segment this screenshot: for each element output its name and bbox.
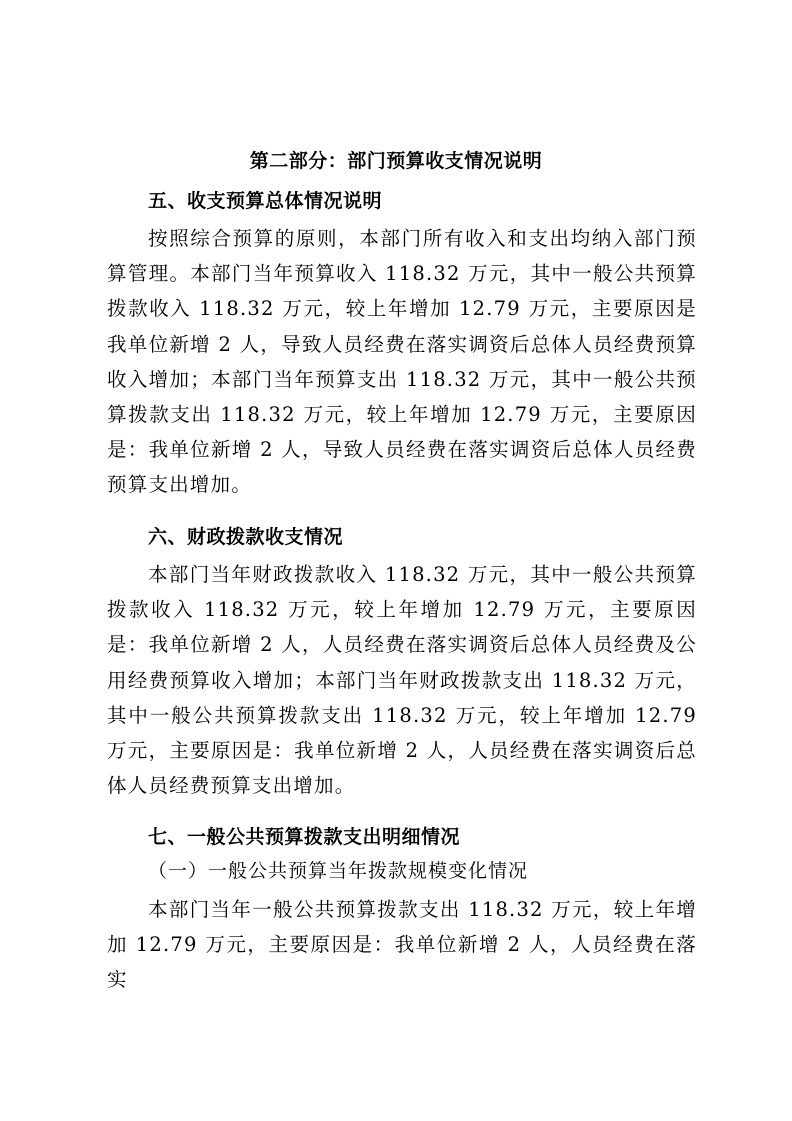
- section-paragraph-7: 本部门当年一般公共预算拨款支出 118.32 万元，较上年增加 12.79 万元，主要原因是：我单位新增 2 人，人员经费在落实: [107, 898, 697, 992]
- section-heading-6: 六、财政拨款收支情况: [148, 526, 344, 548]
- subsection-heading-7-1: （一）一般公共预算当年拨款规模变化情况: [148, 860, 529, 882]
- section-heading-7: 七、一般公共预算拨款支出明细情况: [148, 826, 461, 848]
- document-title: 第二部分：部门预算收支情况说明: [249, 150, 543, 172]
- section-paragraph-5: 按照综合预算的原则，本部门所有收入和支出均纳入部门预算管理。本部门当年预算收入 118.32 万元，其中一般公共预算拨款收入 118.32 万元，较上年增加 12.79 万元，主要原因是我单位新增 2 人，导致人员经费在落实调资后总体人员经费预算收入增加；本部门当年预算支出 118.32 万元，其中一般公共预算拨款支出 118.32 万元，较上年增加 12.79 万元，主要原因是：我单位新增 2 人，导致人员经费在落实调资后总体人员经费预算支出增加。: [107, 227, 697, 497]
- section-paragraph-6: 本部门当年财政拨款收入 118.32 万元，其中一般公共预算拨款收入 118.32 万元，较上年增加 12.79 万元，主要原因是：我单位新增 2 人，人员经费在落实调资后总体人员经费及公用经费预算收入增加；本部门当年财政拨款支出 118.32 万元，其中一般公共预算拨款支出 118.32 万元，较上年增加 12.79 万元，主要原因是：我单位新增 2 人，人员经费在落实调资后总体人员经费预算支出增加。: [107, 563, 697, 798]
- section-heading-5: 五、收支预算总体情况说明: [148, 190, 383, 212]
